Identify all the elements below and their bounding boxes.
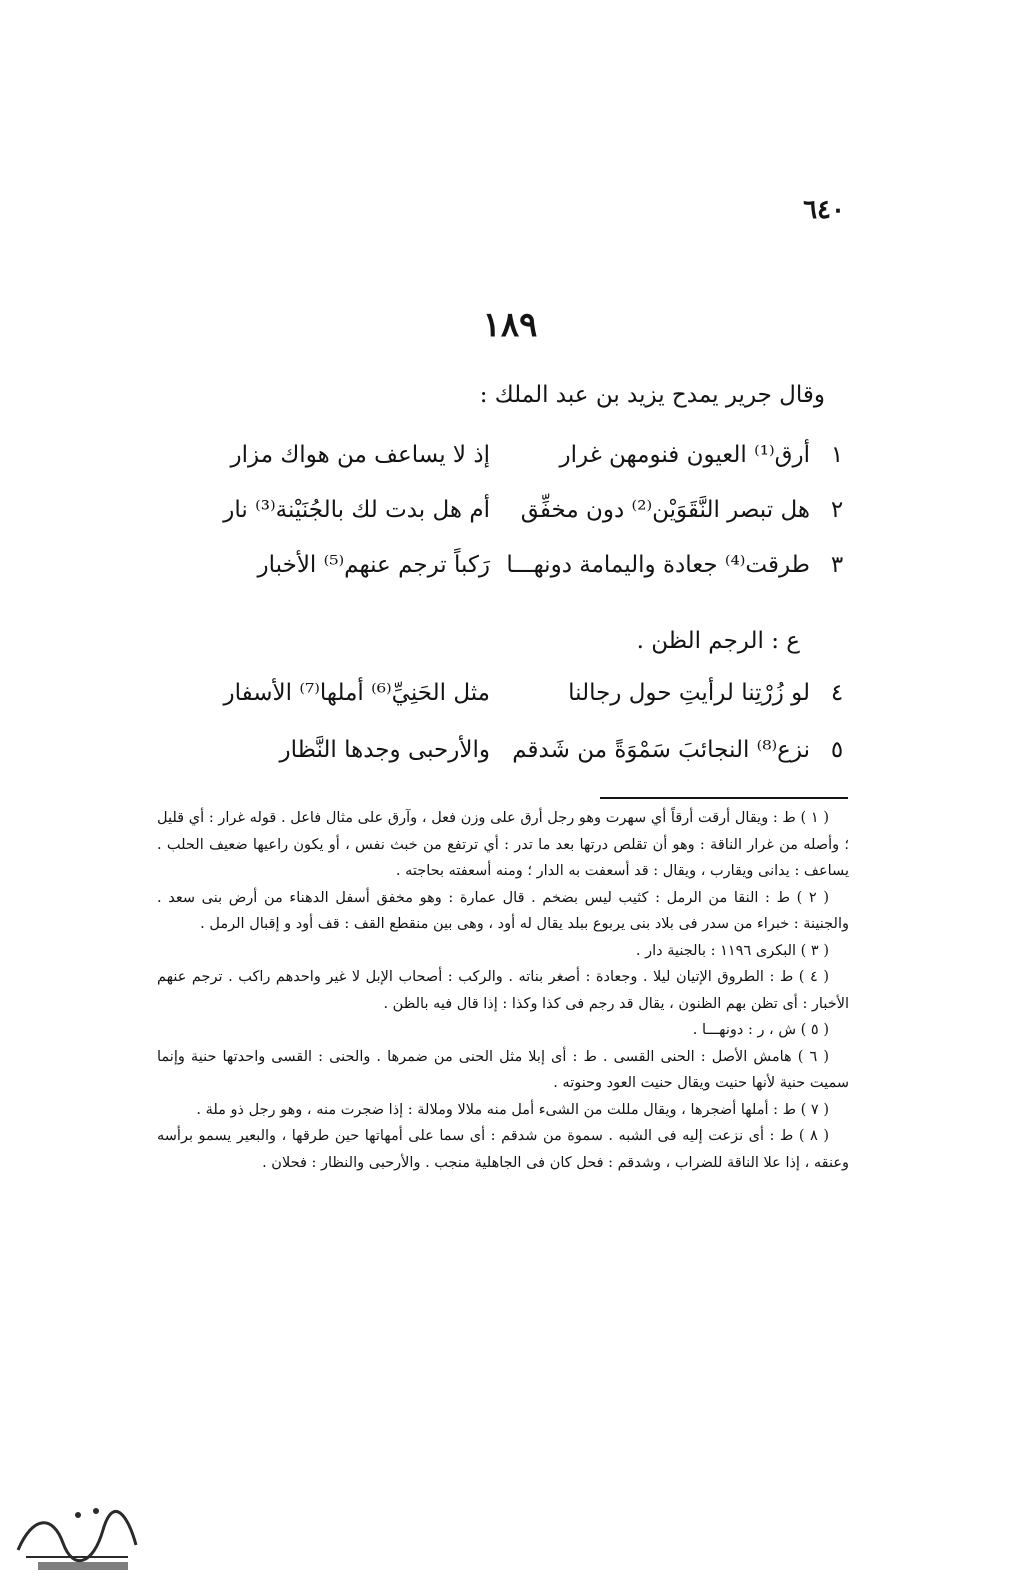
verse-second-hemistich: مثل الحَنِيِّ⁽⁶⁾ أملها⁽⁷⁾ الأسفار xyxy=(223,680,490,706)
poem-number: ١٨٩ xyxy=(482,305,538,345)
footnote: ( ٨ ) ط : أى نزعت إليه فى الشبه . سموة من شدقم : أى سما على أمهاتها حين طرقها ، والبعير يسمو برأسه وعنقه ، إذا علا الناقة للضراب ، وشدقم : فحل كان فى الجاهلية منجب . والأرحبى والنظار : فحلان . xyxy=(157,1128,849,1171)
verse-line xyxy=(180,737,850,777)
footnote: ( ١ ) ط : ويقال أرقت أرقاً أي سهرت وهو رجل أرق على وزن فعل ، وآرق على مثال فاعل . قوله غرار : أي قليل ؛ وأصله من غرار الناقة : وهو أن تقلص درتها بعد ما تدر : أي ترتفع من خبث نفس ، أو يكون راعيها ضعيف الحلب . يساعف : يدانى ويقارب ، ويقال : قد أسعفت به الدار ؛ ومنه أسعفته بحاجته . xyxy=(157,810,849,879)
verse-number: ١ xyxy=(830,442,844,468)
verse-first-hemistich: نزع⁽⁸⁾ النجائبَ سَمْوَةً من شَدقم xyxy=(512,737,810,763)
verse-number: ٥ xyxy=(830,737,844,763)
footnote-divider xyxy=(600,797,848,799)
verse-line xyxy=(180,497,850,537)
library-seal-icon xyxy=(8,1495,143,1575)
verse-first-hemistich: أرق⁽¹⁾ العيون فنومهن غرار xyxy=(559,442,810,468)
footnote: ( ٧ ) ط : أملها أضجرها ، ويقال مللت من الشىء أمل منه ملالا وملالة : إذا ضجرت منه ، وهو رجل ذو ملة . xyxy=(196,1101,829,1118)
verse-number: ٣ xyxy=(830,552,844,578)
page-number: ٦٤٠ xyxy=(803,195,845,225)
verse-first-hemistich: طرقت⁽⁴⁾ جعادة واليمامة دونهـــا xyxy=(506,552,810,578)
verse-second-hemistich: رَكباً ترجم عنهم⁽⁵⁾ الأخبار xyxy=(257,552,490,578)
footnotes xyxy=(157,805,849,1176)
verse-second-hemistich: والأرحبى وجدها النَّظار xyxy=(279,737,490,763)
footnote: ( ٣ ) البكرى ١١٩٦ : بالجنية دار . xyxy=(635,942,829,959)
verse-first-hemistich: هل تبصر النَّقَوَيْن⁽²⁾ دون مخفِّق xyxy=(520,497,810,523)
verse-second-hemistich: أم هل بدت لك بالجُنَيْنة⁽³⁾ نار xyxy=(223,497,490,523)
poem-introduction: وقال جرير يمدح يزيد بن عبد الملك : xyxy=(479,382,825,408)
footnote: ( ٤ ) ط : الطروق الإتيان ليلا . وجعادة : أصغر بناته . والركب : أصحاب الإبل لا غير واحدهم راكب . ترجم عنهم الأخبار : أى تظن بهم الظنون ، يقال قد رجم فى كذا وكذا : إذا قال فيه بالظن . xyxy=(157,969,849,1012)
verse-line xyxy=(180,442,850,482)
variant-reading-note: ع : الرجم الظن . xyxy=(636,628,800,654)
verse-number: ٤ xyxy=(830,680,844,706)
verse-second-hemistich: إذ لا يساعف من هواك مزار xyxy=(230,442,490,468)
verse-number: ٢ xyxy=(830,497,844,523)
verse-first-hemistich: لو زُرْتِنا لرأيتِ حول رجالنا xyxy=(568,680,810,706)
footnote: ( ٢ ) ط : النقا من الرمل : كثيب ليس بضخم . قال عمارة : وهو مخفق أسفل الدهناء من أرض بنى سعد . والجنينة : خبراء من سدر فى بلاد بنى يربوع ببلد يقال له أود ، وهى بين منقطع القف : قف أود و إقبال الرمل . xyxy=(157,889,849,932)
verse-line xyxy=(180,552,850,592)
footnote: ( ٥ ) ش ، ر : دونهـــا . xyxy=(692,1022,829,1038)
verse-line xyxy=(180,680,850,720)
footnote: ( ٦ ) هامش الأصل : الحنى القسى . ط : أى إبلا مثل الحنى من ضمرها . والحنى : القسى واحدتها حنية وإنما سميت حنية لأنها حنيت ويقال حنيت العود وحنوته . xyxy=(157,1048,849,1091)
